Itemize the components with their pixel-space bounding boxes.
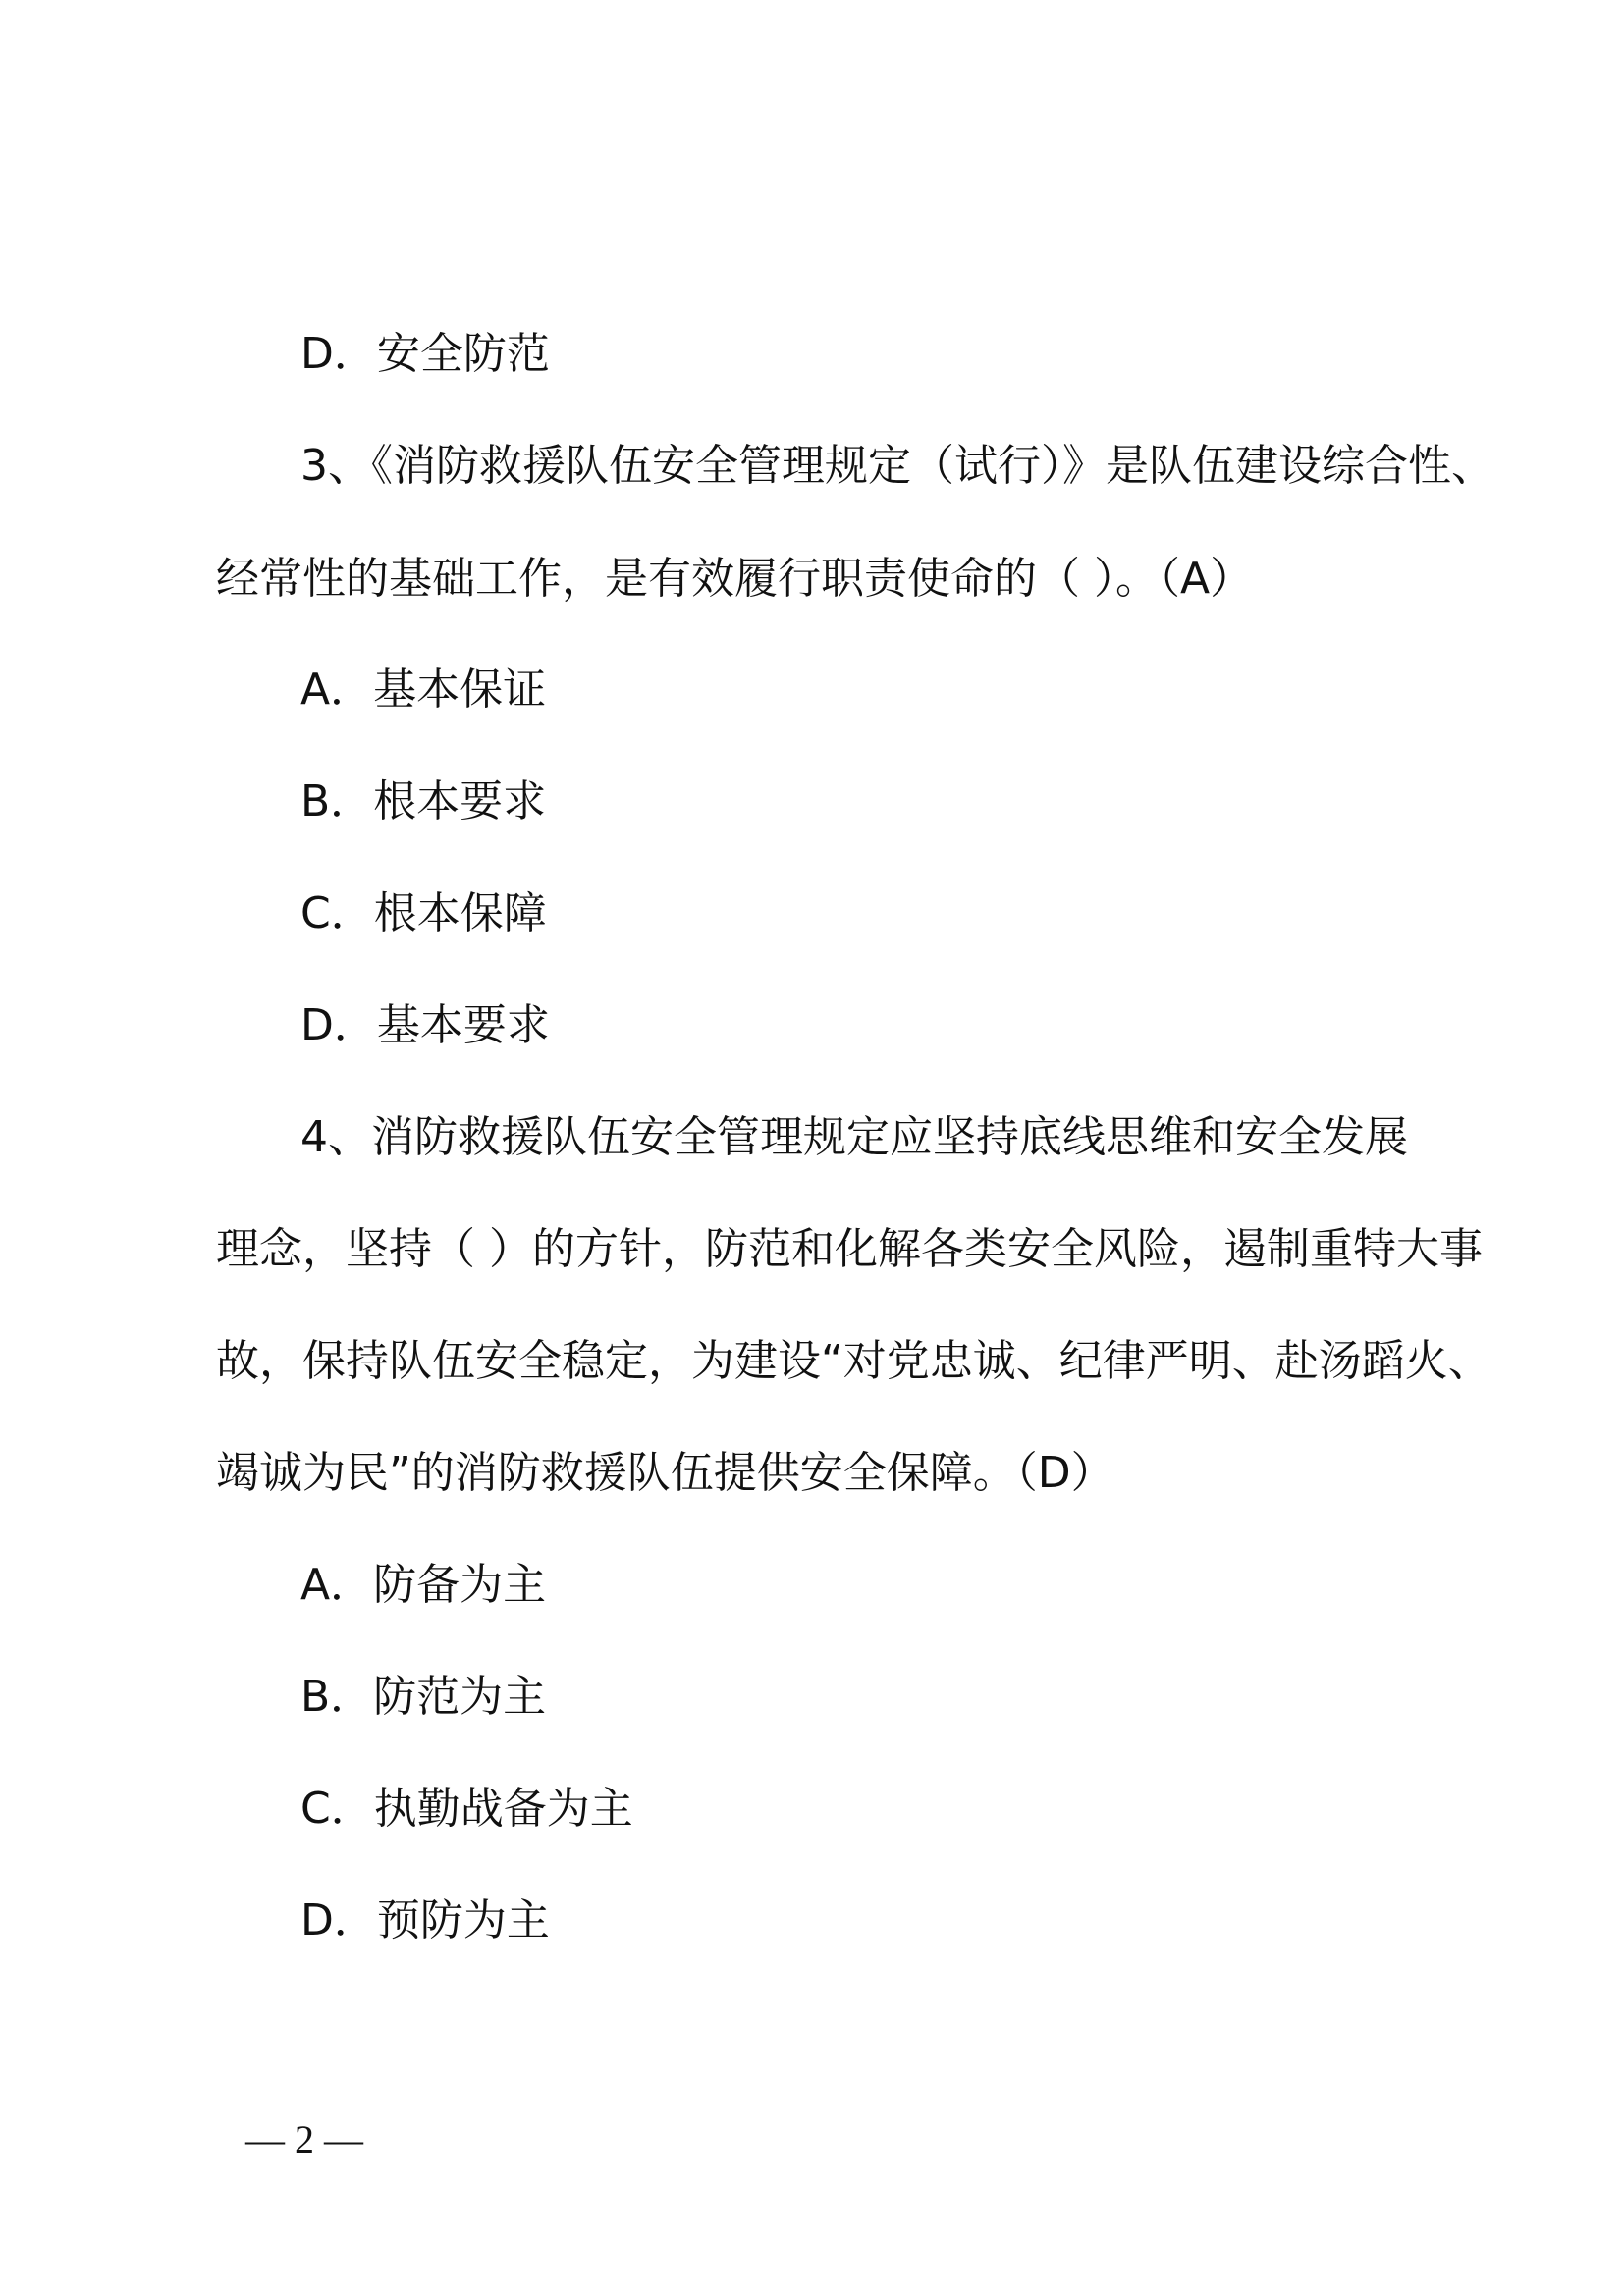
- question-4-option-c: C．执勤战备为主: [300, 1784, 633, 1834]
- question-4-option-d: D．预防为主: [300, 1896, 550, 1946]
- page-number: — 2 —: [245, 2117, 363, 2162]
- question-4-stem-line-1: 4、消防救援队伍安全管理规定应坚持底线思维和安全发展: [300, 1112, 1408, 1162]
- question-2-option-d: D．安全防范: [300, 329, 550, 379]
- question-3-option-c: C．根本保障: [300, 888, 547, 938]
- question-4-option-b: B．防范为主: [300, 1672, 547, 1722]
- question-3-option-d: D．基本要求: [300, 1000, 550, 1050]
- question-3-option-b: B．根本要求: [300, 776, 547, 827]
- question-4-option-a: A．防备为主: [300, 1560, 547, 1610]
- question-4-stem-line-3: 故，保持队伍安全稳定，为建设“对党忠诚、纪律严明、赴汤蹈火、: [216, 1336, 1491, 1386]
- question-3-option-a: A．基本保证: [300, 665, 547, 715]
- question-4-stem-line-4: 竭诚为民”的消防救援队伍提供安全保障。（D）: [216, 1448, 1114, 1498]
- question-3-stem-line-2: 经常性的基础工作，是有效履行职责使命的（ ）。（A）: [216, 554, 1254, 604]
- question-4-stem-line-2: 理念，坚持（ ）的方针，防范和化解各类安全风险，遏制重特大事: [216, 1224, 1483, 1274]
- question-3-stem-line-1: 3、《消防救援队伍安全管理规定（试行）》是队伍建设综合性、: [300, 441, 1494, 491]
